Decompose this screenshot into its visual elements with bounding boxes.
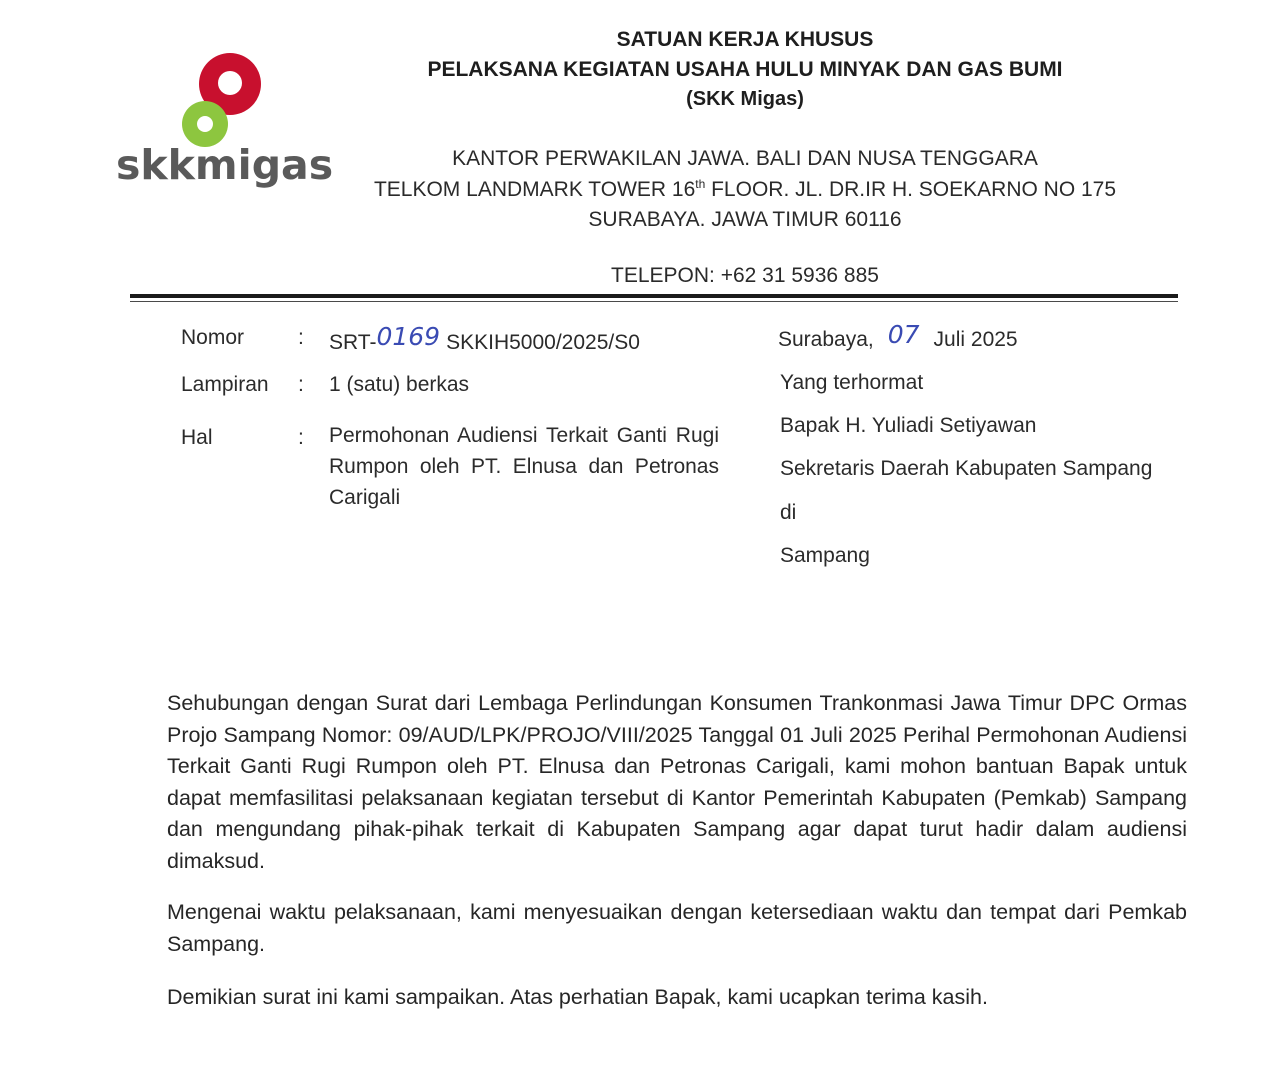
lampiran-label: Lampiran [181,373,269,396]
org-title-line1: SATUAN KERJA KHUSUS [616,28,874,51]
logo-red-hole [218,71,242,95]
body-paragraph-3: Demikian surat ini kami sampaikan. Atas perhatian Bapak, kami ucapkan terima kasih. [167,985,988,1009]
date-month-year: Juli 2025 [933,328,1018,351]
recipient-salutation: Yang terhormat [780,371,924,394]
office-line2-pre: TELKOM LANDMARK TOWER 16 [373,178,696,201]
hal-label: Hal [181,426,213,449]
hal-value: Permohonan Audiensi Terkait Ganti Rugi Rumpon oleh PT. Elnusa dan Petronas Carigali [329,424,719,509]
date-city: Surabaya, [778,328,874,351]
recipient-di: di [780,501,797,524]
org-title-line3: (SKK Migas) [686,88,804,110]
office-line2-post: FLOOR. JL. DR.IR H. SOEKARNO NO 175 [705,178,1117,201]
org-title-line2: PELAKSANA KEGIATAN USAHA HULU MINYAK DAN GAS BUMI [427,58,1063,81]
logo-green-hole [197,116,213,132]
date-day-handwritten: 07 [887,320,920,349]
body-paragraph-2: Mengenai waktu pelaksanaan, kami menyesuaikan dengan ketersediaan waktu dan tempat dari Pemkab Sampang. [167,900,1187,956]
office-line2-sup: th [695,177,706,191]
phone-line: TELEPON: +62 31 5936 885 [611,264,879,287]
lampiran-value: 1 (satu) berkas [329,373,470,396]
logo-wordmark: skkmigas [116,141,334,189]
header-rule-thin [130,301,1178,302]
office-line2 [300,177,1190,202]
nomor-prefix: SRT- [329,331,377,354]
nomor-colon: : [298,326,304,349]
hal-colon: : [298,426,304,449]
letter-date [778,320,1018,349]
office-line3: SURABAYA. JAWA TIMUR 60116 [588,208,902,231]
recipient-place: Sampang [780,544,870,567]
header-rule-thick [130,294,1178,298]
recipient-position: Sekretaris Daerah Kabupaten Sampang [780,457,1153,480]
lampiran-colon: : [298,373,304,396]
skkmigas-logo-mark [176,50,266,150]
nomor-handwritten: 0169 [376,322,441,351]
body-paragraph-1: Sehubungan dengan Surat dari Lembaga Perlindungan Konsumen Trankonmasi Jawa Timur DPC Ormas Projo Sampang Nomor: 09/AUD/LPK/PROJO/VIII/2025 Tanggal 01 Juli 2025 Perihal Permohonan Audiensi Terkait Ganti Rugi Rumpon oleh PT. Elnusa dan Petronas Carigali, kami mohon bantuan Bapak untuk dapat memfasilitasi pelaksanaan kegiatan tersebut di Kantor Pemerintah Kabupaten (Pemkab) Sampang dan mengundang pihak-pihak terkait di Kabupaten Sampang agar dapat turut hadir dalam audiensi dimaksud. [167,691,1187,873]
nomor-suffix: SKKIH5000/2025/S0 [446,331,640,354]
recipient-name: Bapak H. Yuliadi Setiyawan [780,414,1037,437]
nomor-label: Nomor [181,326,245,349]
nomor-value [329,322,640,354]
office-line1: KANTOR PERWAKILAN JAWA. BALI DAN NUSA TENGGARA [452,147,1038,170]
